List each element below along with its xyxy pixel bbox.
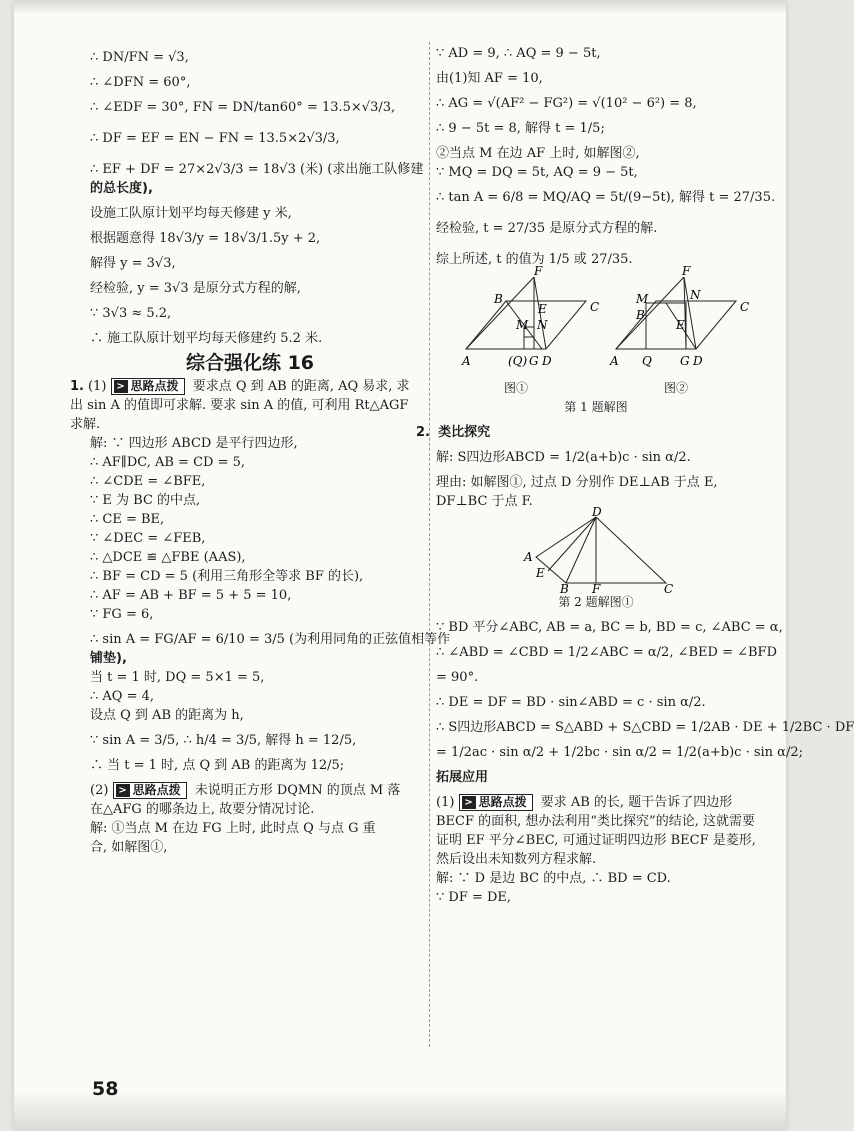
text-line: 的总长度), bbox=[90, 181, 153, 196]
text-line: 解: ∵ D 是边 BC 的中点, ∴ BD = CD. bbox=[436, 871, 671, 886]
text-line: ∴ AG = √(AF² − FG²) = √(10² − 6²) = 8, bbox=[436, 96, 697, 111]
hint-tag: > 思路点拨 bbox=[111, 378, 185, 395]
text-line: ∵ DF = DE, bbox=[436, 890, 512, 905]
text-line: ∴ sin A = FG/AF = 6/10 = 3/5 (为利用同角的正弦值相等作 bbox=[90, 632, 451, 647]
point-label: B bbox=[636, 308, 645, 322]
text-line: ∴ AF = AB + BF = 5 + 5 = 10, bbox=[90, 588, 292, 603]
text-line: 合, 如解图①, bbox=[90, 840, 168, 855]
part-label: (1) bbox=[87, 379, 107, 394]
point-label: G bbox=[680, 354, 690, 368]
figure-group-caption: 第 1 题解图 bbox=[564, 400, 628, 414]
page-number: 58 bbox=[92, 1078, 119, 1100]
page-top-shadow bbox=[14, 0, 786, 14]
text-line: ∴ 当 t = 1 时, 点 Q 到 AB 的距离为 12/5; bbox=[90, 758, 345, 773]
text-line: 解: ①当点 M 在边 FG 上时, 此时点 Q 与点 G 重 bbox=[90, 821, 376, 836]
hint-text: 要求 AB 的长, 题干告诉了四边形 BECF 的面积, 想办法利用“类比探究”的结论, 这就需要证明 EF 平分∠BEC, 可通过证明四边形 BECF 是菱形, 然后设出未知数列方程求解. bbox=[436, 795, 756, 867]
text-line: 经检验, t = 27/35 是原分式方程的解. bbox=[436, 221, 658, 236]
text-line: ∵ ∠DEC = ∠FEB, bbox=[90, 531, 206, 546]
text-line: ∴ DN/FN = √3, bbox=[90, 50, 189, 65]
text-line: ∴ ∠DFN = 60°, bbox=[90, 75, 191, 90]
figure-caption: 图② bbox=[663, 381, 688, 395]
text-line: ∵ sin A = 3/5, ∴ h/4 = 3/5, 解得 h = 12/5, bbox=[90, 733, 357, 748]
point-label: B bbox=[560, 582, 569, 596]
expand-part-1 bbox=[436, 793, 766, 869]
point-label: F bbox=[592, 582, 601, 596]
hint-text: 未说明正方形 DQMN 的顶点 M 落在△AFG 的哪条边上, 故要分情况讨论. bbox=[90, 783, 401, 817]
point-label: D bbox=[693, 354, 703, 368]
text-line: ∴ S四边形ABCD = S△ABD + S△CBD = 1/2AB · DE + 1/2BC · DF bbox=[436, 720, 854, 735]
text-line: ∴ tan A = 6/8 = MQ/AQ = 5t/(9−5t), 解得 t = 27/35. bbox=[436, 190, 776, 205]
arrow-icon: > bbox=[114, 380, 128, 393]
point-label: M bbox=[516, 318, 529, 332]
point-label: B bbox=[494, 292, 503, 306]
text-line: ∴ DF = EF = EN − FN = 13.5×2√3/3, bbox=[90, 131, 340, 146]
text-line: 经检验, y = 3√3 是原分式方程的解, bbox=[90, 281, 301, 296]
point-label: M bbox=[636, 292, 649, 306]
hint-text: 要求点 Q 到 AB 的距离, AQ 易求, 求出 sin A 的值即可求解. 要求 sin A 的值, 可利用 Rt△AGF 求解. bbox=[70, 379, 410, 432]
text-line: ∵ MQ = DQ = 5t, AQ = 9 − 5t, bbox=[436, 165, 638, 180]
page-bottom-shadow bbox=[14, 1091, 786, 1131]
text-line: 由(1)知 AF = 10, bbox=[436, 71, 543, 86]
text-line: 解得 y = 3√3, bbox=[90, 256, 176, 271]
text-line: 当 t = 1 时, DQ = 5×1 = 5, bbox=[90, 670, 265, 685]
column-divider bbox=[429, 42, 430, 1047]
text-line: 设点 Q 到 AB 的距离为 h, bbox=[90, 708, 244, 723]
text-line: 解: S四边形ABCD = 1/2(a+b)c · sin α/2. bbox=[436, 450, 691, 465]
point-label: A bbox=[524, 550, 533, 564]
point-label: Q bbox=[642, 354, 652, 368]
text-line: = 90°. bbox=[436, 670, 479, 685]
figure-caption: 第 2 题解图① bbox=[558, 595, 634, 609]
point-label: F bbox=[534, 264, 543, 278]
text-line: ∴ EF + DF = 27×2√3/3 = 18√3 (米) (求出施工队修建 bbox=[90, 162, 424, 177]
point-label: E bbox=[676, 318, 685, 332]
point-label: E bbox=[536, 566, 545, 580]
figure-caption: 图① bbox=[503, 381, 528, 395]
point-label: D bbox=[592, 505, 602, 519]
text-line: ∴ △DCE ≌ △FBE (AAS), bbox=[90, 550, 246, 565]
left-column bbox=[70, 48, 451, 857]
point-label: E bbox=[538, 302, 547, 316]
figure-1 bbox=[461, 264, 599, 368]
part-label: (2) bbox=[90, 783, 109, 798]
question-1-part-2 bbox=[90, 781, 410, 819]
question-number: 1. bbox=[70, 379, 84, 394]
point-label: N bbox=[690, 288, 701, 302]
text-line: 根据题意得 18√3/y = 18√3/1.5y + 2, bbox=[90, 231, 321, 246]
question-1 bbox=[70, 377, 410, 434]
text-line: ∴ DE = DF = BD · sin∠ABD = c · sin α/2. bbox=[436, 695, 706, 710]
question-number: 2. bbox=[416, 425, 430, 440]
question-title: 类比探究 bbox=[438, 425, 491, 440]
point-label: (Q) bbox=[508, 354, 528, 368]
point-label: D bbox=[542, 354, 552, 368]
text-line: ∴ 施工队原计划平均每天修建约 5.2 米. bbox=[90, 331, 323, 346]
text-line: 设施工队原计划平均每天修建 y 米, bbox=[90, 206, 292, 221]
text-line: = 1/2ac · sin α/2 + 1/2bc · sin α/2 = 1/2(a+b)c · sin α/2; bbox=[436, 745, 803, 760]
point-label: F bbox=[682, 264, 691, 278]
text-line: ∴ ∠EDF = 30°, FN = DN/tan60° = 13.5×√3/3, bbox=[90, 100, 396, 115]
question-2 bbox=[416, 423, 776, 442]
text-line: 解: ∵ 四边形 ABCD 是平行四边形, bbox=[90, 436, 298, 451]
text-line: ∴ AQ = 4, bbox=[90, 689, 155, 704]
text-line: ∴ ∠CDE = ∠BFE, bbox=[90, 474, 206, 489]
text-line: ∵ 3√3 ≈ 5.2, bbox=[90, 306, 172, 321]
text-line: ∴ BF = CD = 5 (利用三角形全等求 BF 的长), bbox=[90, 569, 364, 584]
right-column bbox=[416, 44, 854, 907]
text-line: ②当点 M 在边 AF 上时, 如解图②, bbox=[436, 146, 640, 161]
text-line: ∴ AF∥DC, AB = CD = 5, bbox=[90, 455, 246, 470]
q2-figure bbox=[436, 505, 756, 596]
point-label: A bbox=[610, 354, 619, 368]
arrow-icon: > bbox=[462, 796, 476, 809]
text-line: DF⊥BC 于点 F. bbox=[436, 494, 533, 509]
text-line: ∴ 9 − 5t = 8, 解得 t = 1/5; bbox=[436, 121, 605, 136]
part-label: (1) bbox=[436, 795, 455, 810]
q1-figures bbox=[436, 264, 756, 379]
figure-2 bbox=[609, 264, 749, 368]
subsection-title: 拓展应用 bbox=[436, 770, 489, 785]
text-line: ∵ E 为 BC 的中点, bbox=[90, 493, 201, 508]
section-title: 综合强化练 16 bbox=[185, 352, 315, 374]
text-line: 铺垫), bbox=[90, 651, 127, 666]
point-label: C bbox=[740, 300, 750, 314]
text-line: ∴ CE = BE, bbox=[90, 512, 165, 527]
hint-tag: > 思路点拨 bbox=[113, 782, 187, 799]
arrow-icon: > bbox=[116, 784, 130, 797]
text-line: ∵ FG = 6, bbox=[90, 607, 154, 622]
text-line: ∴ ∠ABD = ∠CBD = 1/2∠ABC = α/2, ∠BED = ∠BFD bbox=[436, 645, 777, 660]
point-label: C bbox=[590, 300, 600, 314]
text-line: 理由: 如解图①, 过点 D 分别作 DE⊥AB 于点 E, bbox=[436, 475, 718, 490]
figure-captions bbox=[436, 379, 756, 398]
point-label: G bbox=[529, 354, 539, 368]
point-label: N bbox=[537, 318, 548, 332]
text-line: 综上所述, t 的值为 1/5 或 27/35. bbox=[436, 252, 633, 267]
hint-tag: > 思路点拨 bbox=[459, 794, 533, 811]
text-line: ∵ BD 平分∠ABC, AB = a, BC = b, BD = c, ∠ABC = α, bbox=[436, 620, 783, 635]
point-label: C bbox=[664, 582, 674, 596]
point-label: A bbox=[462, 354, 471, 368]
text-line: ∵ AD = 9, ∴ AQ = 9 − 5t, bbox=[436, 46, 601, 61]
